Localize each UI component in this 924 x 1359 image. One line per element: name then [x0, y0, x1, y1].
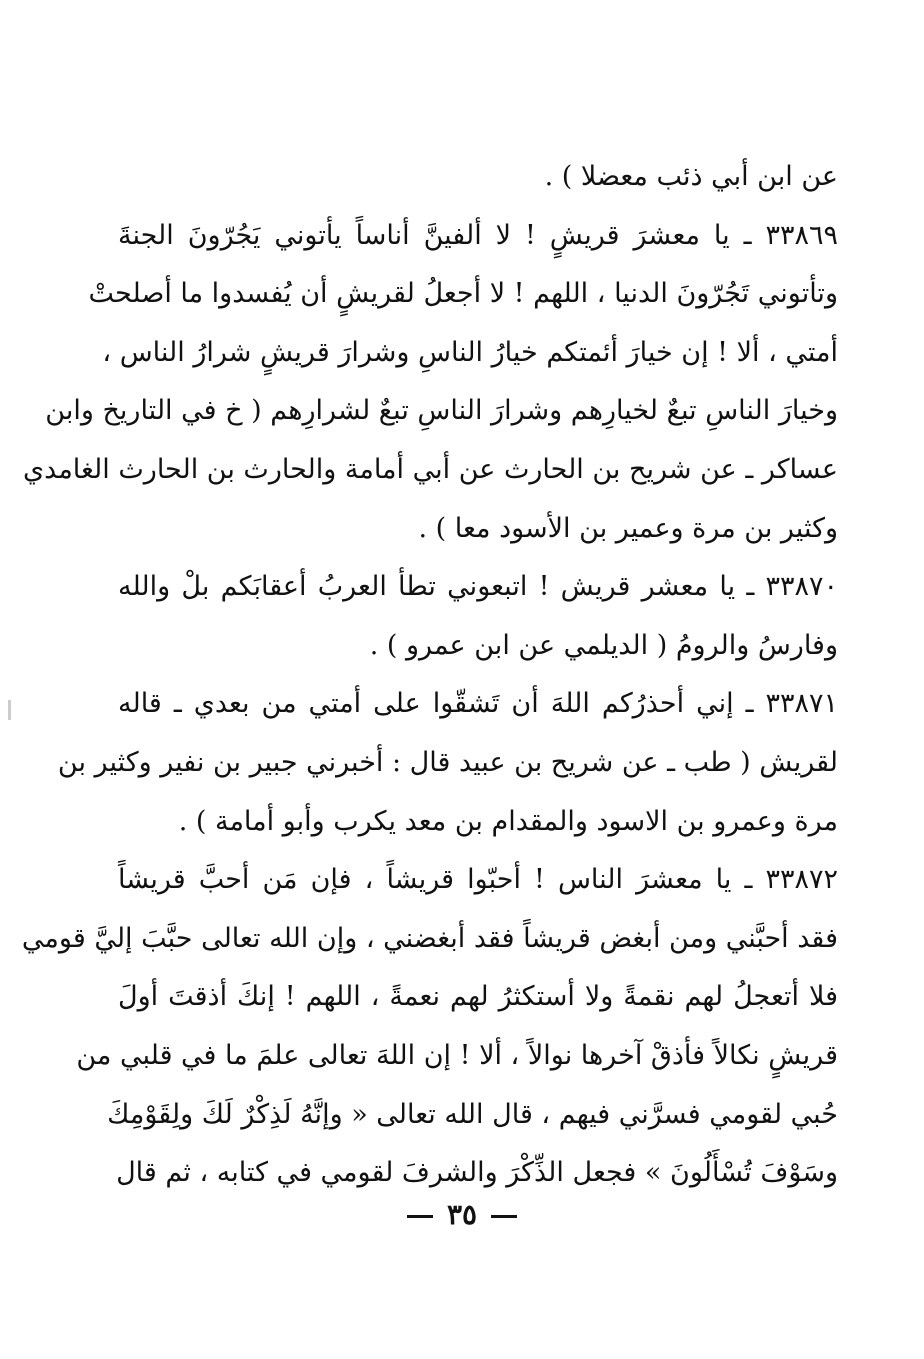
margin-mark: [8, 700, 11, 720]
text-line: وفارسُ والرومُ ( الديلمي عن ابن عمرو ) .: [369, 629, 838, 661]
dash-right: [407, 1215, 433, 1218]
text-line: ٣٣٨٧١ ـ إني أحذرُكم اللهَ أن تَشقّوا على أمتي من بعدي ـ قاله: [118, 688, 838, 720]
text-line: لقريش ( طب ـ عن شريح بن عبيد قال : أخبرني جبير بن نفير وكثير بن: [57, 746, 838, 778]
text-line: حُبي لقومي فسرَّني فيهم ، قال الله تعالى « وإنَّهُ لَذِكْرٌ لَكَ ولِقَوْمِكَ: [107, 1098, 838, 1130]
text-line: قريشٍ نكالاً فأذقْ آخرها نوالاً ، ألا ! إن اللهَ تعالى علمَ ما في قلبي من: [76, 1039, 838, 1071]
page-number: ٣٥: [446, 1198, 478, 1231]
page-number-footer: [0, 1198, 924, 1231]
text-line: وكثير بن مرة وعمير بن الأسود معا ) .: [418, 512, 838, 544]
text-line: فلا أتعجلُ لهم نقمةً ولا أستكثرُ لهم نعمةً ، اللهم ! إنكَ أذقتَ أولَ: [118, 981, 838, 1013]
dash-left: [491, 1215, 517, 1218]
text-line: عساكر ـ عن شريح بن الحارث عن أبي أمامة والحارث بن الحارث الغامدي: [23, 453, 838, 485]
text-line: ٣٣٨٦٩ ـ يا معشرَ قريشٍ ! لا ألفينَّ أناساً يأتوني يَجُرّونَ الجنةَ: [118, 219, 838, 251]
text-line: أمتي ، ألا ! إن خيارَ أئمتكم خيارُ الناسِ وشرارَ قريشٍ شرارُ الناس ،: [102, 336, 838, 368]
text-line: عن ابن أبي ذئب معضلا ) .: [544, 161, 838, 192]
text-line: ٣٣٨٧٠ ـ يا معشر قريش ! اتبعوني تطأ العربُ أعقابَكم بلْ والله: [118, 571, 838, 603]
text-body: [21, 148, 838, 1203]
text-line: وخيارَ الناسِ تبعٌ لخيارِهم وشرارَ الناسِ تبعٌ لشرارِهم ( خ في التاريخ وابن: [45, 395, 838, 427]
text-line: مرة وعمرو بن الاسود والمقدام بن معد يكرب وأبو أمامة ) .: [178, 805, 838, 837]
text-line: وتأتوني تَجُرّونَ الدنيا ، اللهم ! لا أجعلُ لقريشٍ أن يُفسدوا ما أصلحتْ: [88, 278, 838, 310]
text-line: وسَوْفَ تُسْأَلُونَ » فجعل الذِّكْرَ والشرفَ لقومي في كتابه ، ثم قال: [116, 1157, 838, 1189]
text-line: ٣٣٨٧٢ ـ يا معشرَ الناس ! أحبّوا قريشاً ، فإن مَن أحبَّ قريشاً: [118, 864, 838, 896]
text-line: فقد أحبَّني ومن أبغض قريشاً فقد أبغضني ، وإن الله تعالى حبَّبَ إليَّ قومي: [21, 922, 838, 954]
